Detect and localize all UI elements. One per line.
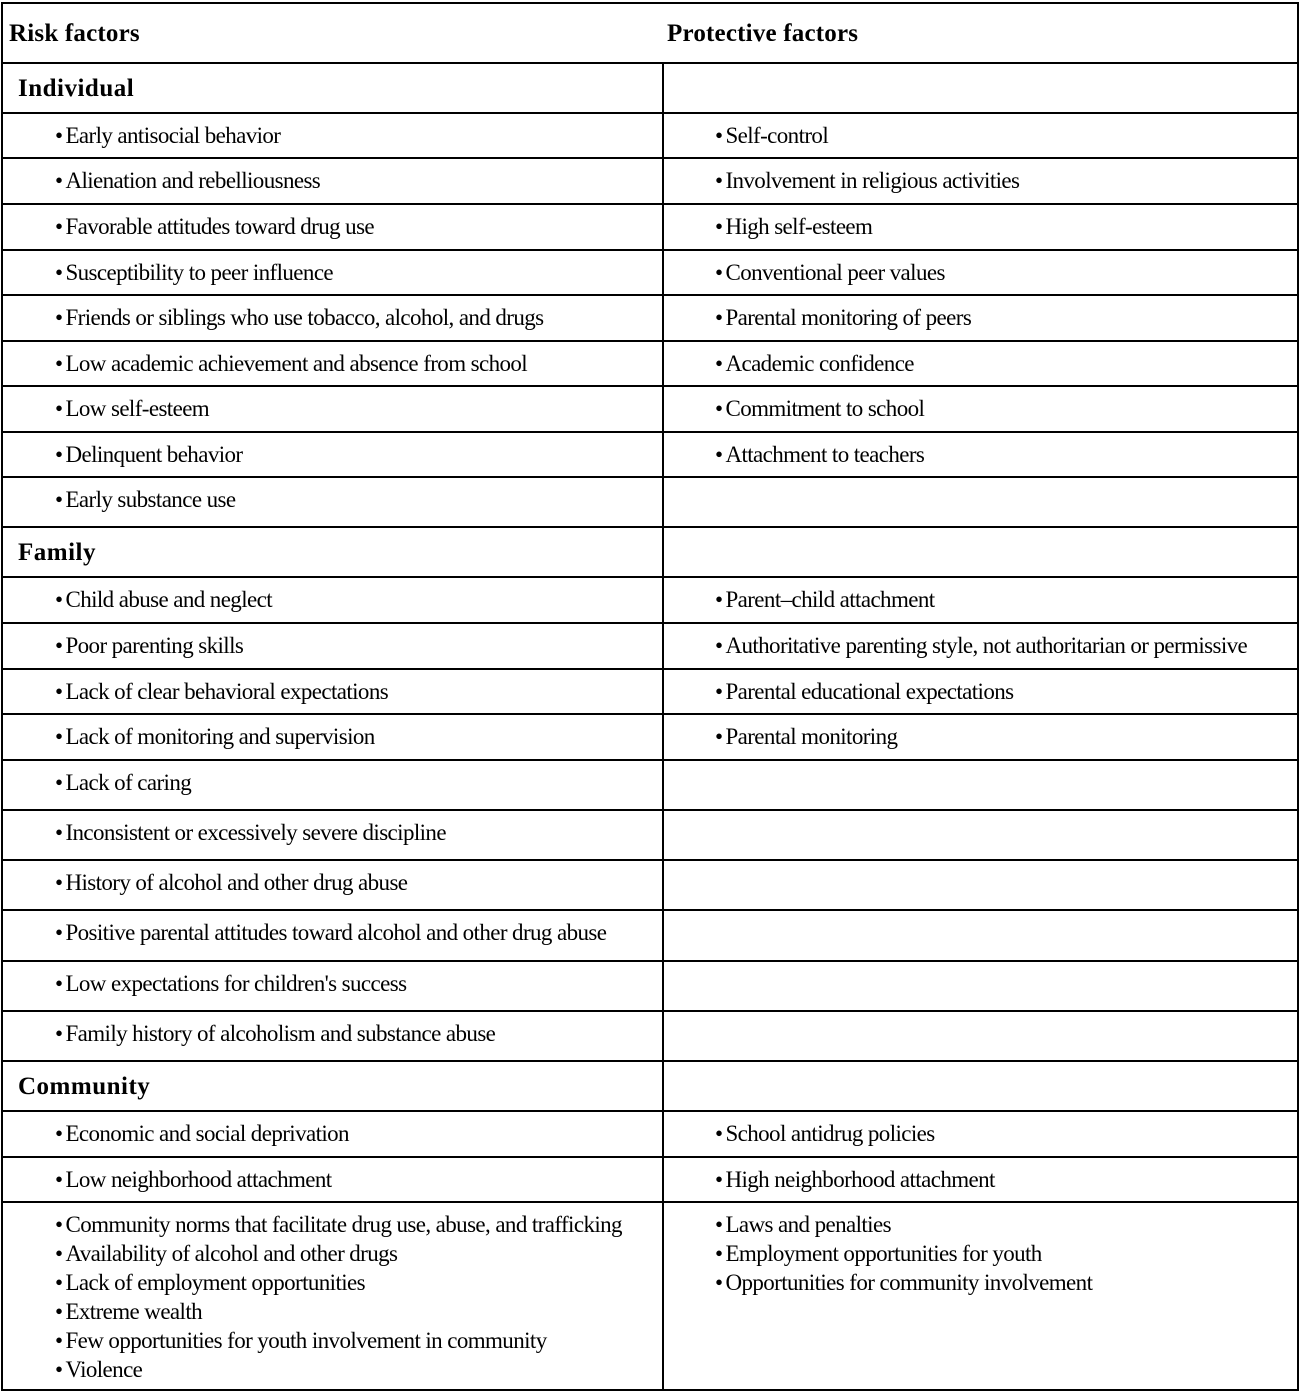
protective-factor-item [715, 303, 1297, 332]
table-row [3, 622, 1297, 668]
section-row [3, 526, 1297, 576]
table-row [3, 157, 1297, 203]
risk-factor-cell [3, 251, 662, 294]
protective-factor-text: Laws and penalties [725, 1212, 891, 1237]
table-row [3, 203, 1297, 249]
bullet-icon: • [55, 770, 63, 795]
table-row [3, 960, 1297, 1010]
table-row [3, 713, 1297, 759]
protective-factor-item [715, 1268, 1297, 1297]
risk-factor-cell [3, 296, 662, 340]
table-row [3, 340, 1297, 385]
protective-factor-text: Parental educational expectations [725, 679, 1014, 704]
protective-factor-item [715, 631, 1297, 660]
risk-factor-cell [3, 387, 662, 431]
bullet-icon: • [715, 633, 723, 658]
risk-factor-item [55, 1355, 662, 1384]
table-row [3, 1201, 1297, 1389]
risk-factor-cell [3, 670, 662, 713]
table-row [3, 1156, 1297, 1201]
table-body [3, 62, 1297, 1389]
risk-factor-text: Family history of alcoholism and substance abuse [65, 1021, 496, 1046]
risk-factor-text: Poor parenting skills [65, 633, 244, 658]
protective-factor-cell [662, 715, 1297, 759]
risk-factor-text: Community norms that facilitate drug use, abuse, and trafficking [65, 1212, 622, 1237]
protective-factor-text: Parental monitoring of peers [725, 305, 972, 330]
risk-factor-item [55, 1268, 662, 1297]
risk-factor-cell [3, 911, 662, 960]
risk-factor-text: Low expectations for children's success [65, 971, 407, 996]
table-row [3, 859, 1297, 909]
protective-factor-text: Commitment to school [725, 396, 925, 421]
risk-factor-cell [3, 342, 662, 385]
bullet-icon: • [55, 1241, 63, 1266]
protective-factor-item [715, 440, 1297, 469]
risk-factor-text: Low academic achievement and absence from school [65, 351, 528, 376]
risk-factor-item [55, 258, 662, 287]
risk-factor-item [55, 969, 662, 998]
table-row [3, 909, 1297, 960]
bullet-icon: • [55, 1270, 63, 1295]
bullet-icon: • [55, 820, 63, 845]
bullet-icon: • [55, 168, 63, 193]
risk-factor-text: Child abuse and neglect [65, 587, 273, 612]
risk-factor-item [55, 485, 662, 514]
protective-factor-text: High neighborhood attachment [725, 1167, 995, 1192]
table-header-row [3, 4, 1297, 62]
risk-factor-item [55, 722, 662, 751]
protective-factor-text: School antidrug policies [725, 1121, 935, 1146]
protective-factor-text: Employment opportunities for youth [725, 1241, 1042, 1266]
protective-factor-cell [662, 761, 1297, 809]
bullet-icon: • [55, 1167, 63, 1192]
bullet-icon: • [55, 214, 63, 239]
table-row [3, 668, 1297, 713]
risk-factor-item [55, 1019, 662, 1048]
risk-factor-item [55, 818, 662, 847]
bullet-icon: • [715, 1270, 723, 1295]
protective-factor-text: Academic confidence [725, 351, 914, 376]
risk-factor-text: History of alcohol and other drug abuse [65, 870, 408, 895]
protective-factor-cell [662, 342, 1297, 385]
risk-factor-text: Low neighborhood attachment [65, 1167, 332, 1192]
bullet-icon: • [715, 168, 723, 193]
risk-factor-text: Inconsistent or excessively severe discipline [65, 820, 446, 845]
protective-factor-text: Attachment to teachers [725, 442, 925, 467]
risk-factor-text: Delinquent behavior [65, 442, 243, 467]
bullet-icon: • [55, 1299, 63, 1324]
risk-factor-cell [3, 861, 662, 909]
risk-factor-item [55, 1297, 662, 1326]
protective-factor-cell [662, 1158, 1297, 1201]
risk-factor-item [55, 1165, 662, 1194]
risk-factor-cell [3, 205, 662, 249]
protective-factor-cell [662, 1112, 1297, 1156]
risk-factor-text: Violence [65, 1357, 143, 1382]
table-row [3, 294, 1297, 340]
bullet-icon: • [55, 971, 63, 996]
risk-factor-cell [3, 761, 662, 809]
risk-factor-text: Economic and social deprivation [65, 1121, 349, 1146]
bullet-icon: • [715, 442, 723, 467]
risk-factor-item [55, 1326, 662, 1355]
protective-factor-item [715, 585, 1297, 614]
bullet-icon: • [715, 587, 723, 612]
risk-factor-text: Positive parental attitudes toward alcohol and other drug abuse [65, 920, 607, 945]
risk-factor-item [55, 677, 662, 706]
risk-factor-cell [3, 1112, 662, 1156]
risk-factor-text: Early antisocial behavior [65, 123, 281, 148]
risk-factor-cell [3, 811, 662, 859]
bullet-icon: • [55, 679, 63, 704]
risk-factor-cell [3, 114, 662, 157]
bullet-icon: • [715, 214, 723, 239]
bullet-icon: • [55, 1328, 63, 1353]
table-row [3, 476, 1297, 526]
protective-factor-cell [662, 578, 1297, 622]
protective-factor-item [715, 722, 1297, 751]
bullet-icon: • [715, 305, 723, 330]
risk-factor-item [55, 440, 662, 469]
protective-factor-item [715, 212, 1297, 241]
protective-factor-cell [662, 387, 1297, 431]
protective-factor-cell [662, 911, 1297, 960]
section-title: Family [18, 539, 96, 566]
bullet-icon: • [715, 1212, 723, 1237]
section-row [3, 1060, 1297, 1110]
risk-factor-cell [3, 159, 662, 203]
protective-factor-item [715, 1210, 1297, 1239]
risk-factor-text: Low self-esteem [65, 396, 210, 421]
risk-factor-cell [3, 1158, 662, 1201]
table-row [3, 1010, 1297, 1060]
protective-factor-item [715, 258, 1297, 287]
protective-factor-cell [662, 1012, 1297, 1060]
protective-factor-item [715, 1165, 1297, 1194]
bullet-icon: • [715, 679, 723, 704]
bullet-icon: • [55, 442, 63, 467]
bullet-icon: • [55, 724, 63, 749]
risk-factor-text: Lack of caring [65, 770, 192, 795]
section-title: Individual [18, 75, 135, 102]
protective-factor-cell [662, 624, 1297, 668]
protective-factor-cell [662, 1203, 1297, 1389]
risk-factor-item [55, 121, 662, 150]
protective-factor-text: Conventional peer values [725, 260, 945, 285]
protective-factor-cell [662, 205, 1297, 249]
table-row [3, 112, 1297, 157]
protective-factor-cell [662, 159, 1297, 203]
bullet-icon: • [715, 724, 723, 749]
bullet-icon: • [715, 123, 723, 148]
bullet-icon: • [55, 1121, 63, 1146]
bullet-icon: • [55, 351, 63, 376]
bullet-icon: • [55, 305, 63, 330]
table-row [3, 385, 1297, 431]
risk-factor-item [55, 868, 662, 897]
risk-factor-text: Lack of employment opportunities [65, 1270, 365, 1295]
protective-factor-text: Parent–child attachment [725, 587, 935, 612]
protective-factor-cell [662, 861, 1297, 909]
protective-factor-item [715, 677, 1297, 706]
risk-factor-item [55, 768, 662, 797]
risk-factor-text: Friends or siblings who use tobacco, alcohol, and drugs [65, 305, 544, 330]
protective-factor-cell [662, 251, 1297, 294]
table-row [3, 249, 1297, 294]
bullet-icon: • [55, 587, 63, 612]
protective-factor-text: Opportunities for community involvement [725, 1270, 1093, 1295]
protective-factor-cell [662, 296, 1297, 340]
bullet-icon: • [55, 1212, 63, 1237]
protective-factor-text: Self-control [725, 123, 829, 148]
risk-factor-cell [3, 433, 662, 476]
risk-factor-text: Lack of monitoring and supervision [65, 724, 375, 749]
bullet-icon: • [715, 396, 723, 421]
protective-factor-text: Parental monitoring [725, 724, 898, 749]
risk-factor-text: Susceptibility to peer influence [65, 260, 334, 285]
section-row [3, 62, 1297, 112]
risk-factor-item [55, 631, 662, 660]
risk-factor-cell [3, 962, 662, 1010]
risk-factor-text: Early substance use [65, 487, 236, 512]
section-empty-cell [662, 64, 1297, 112]
bullet-icon: • [715, 260, 723, 285]
risk-factor-item [55, 1119, 662, 1148]
risk-factor-text: Availability of alcohol and other drugs [65, 1241, 398, 1266]
table-row [3, 759, 1297, 809]
risk-factor-item [55, 585, 662, 614]
risk-factor-cell [3, 478, 662, 526]
risk-factor-item [55, 1239, 662, 1268]
risk-factors-header: Risk factors [9, 20, 140, 47]
bullet-icon: • [55, 123, 63, 148]
bullet-icon: • [55, 1357, 63, 1382]
bullet-icon: • [715, 1167, 723, 1192]
protective-factor-item [715, 1119, 1297, 1148]
bullet-icon: • [55, 260, 63, 285]
protective-factor-cell [662, 433, 1297, 476]
table-row [3, 1110, 1297, 1156]
protective-factor-cell [662, 811, 1297, 859]
bullet-icon: • [715, 1241, 723, 1266]
risk-factor-text: Few opportunities for youth involvement in community [65, 1328, 547, 1353]
risk-factor-item [55, 303, 662, 332]
bullet-icon: • [55, 487, 63, 512]
risk-factor-text: Extreme wealth [65, 1299, 203, 1324]
risk-factor-cell [3, 1203, 662, 1389]
risk-factor-text: Favorable attitudes toward drug use [65, 214, 375, 239]
risk-protective-factors-table [1, 2, 1299, 1391]
risk-factor-item [55, 349, 662, 378]
protective-factor-item [715, 121, 1297, 150]
protective-factor-cell [662, 478, 1297, 526]
risk-factor-text: Lack of clear behavioral expectations [65, 679, 389, 704]
section-empty-cell [662, 528, 1297, 576]
protective-factor-text: Authoritative parenting style, not authoritarian or permissive [725, 633, 1248, 658]
risk-factor-cell [3, 624, 662, 668]
protective-factor-item [715, 166, 1297, 195]
section-title: Community [18, 1073, 151, 1100]
risk-factor-item [55, 166, 662, 195]
risk-factor-item [55, 394, 662, 423]
table-row [3, 809, 1297, 859]
protective-factor-cell [662, 114, 1297, 157]
section-empty-cell [662, 1062, 1297, 1110]
table-row [3, 576, 1297, 622]
protective-factor-cell [662, 962, 1297, 1010]
risk-factor-cell [3, 1012, 662, 1060]
bullet-icon: • [55, 633, 63, 658]
protective-factor-item [715, 349, 1297, 378]
bullet-icon: • [55, 396, 63, 421]
risk-factor-item [55, 918, 662, 947]
risk-factor-text: Alienation and rebelliousness [65, 168, 321, 193]
protective-factor-item [715, 394, 1297, 423]
bullet-icon: • [55, 1021, 63, 1046]
risk-factor-cell [3, 715, 662, 759]
risk-factor-cell [3, 578, 662, 622]
bullet-icon: • [55, 920, 63, 945]
protective-factor-text: High self-esteem [725, 214, 873, 239]
risk-factor-item [55, 212, 662, 241]
table-row [3, 431, 1297, 476]
bullet-icon: • [715, 1121, 723, 1146]
protective-factor-text: Involvement in religious activities [725, 168, 1020, 193]
protective-factors-header: Protective factors [667, 20, 859, 47]
protective-factor-cell [662, 670, 1297, 713]
protective-factor-item [715, 1239, 1297, 1268]
bullet-icon: • [55, 870, 63, 895]
bullet-icon: • [715, 351, 723, 376]
risk-factor-item [55, 1210, 662, 1239]
